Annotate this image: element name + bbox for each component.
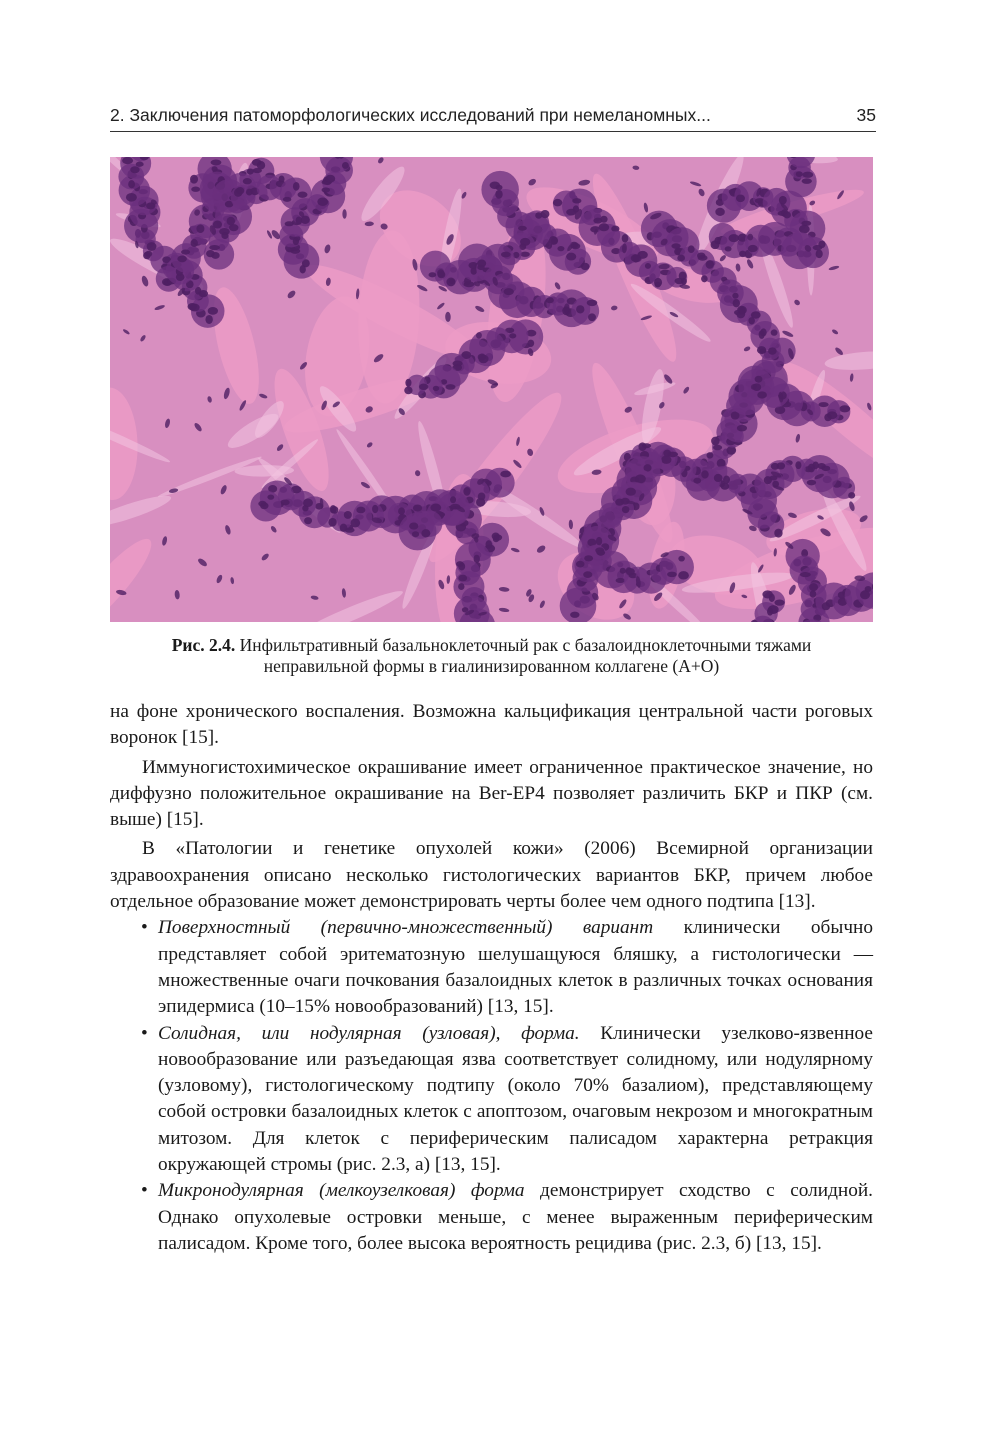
nucleus	[122, 157, 133, 164]
list-item	[110, 1021, 873, 1179]
nucleus	[328, 518, 336, 527]
paragraph-immunohistochemistry: Иммуногистохимическое окрашивание имеет ограниченное практическое значение, но диффузно положительное окрашивание на Ber-EP4 позволяет различить БКР и ПКР (см. выше) [15].	[110, 756, 873, 831]
nucleus	[356, 507, 365, 514]
nucleus	[566, 253, 576, 261]
nucleus	[713, 445, 722, 451]
nucleus	[147, 242, 157, 251]
nucleus	[678, 556, 685, 562]
nucleus	[865, 586, 872, 592]
nucleus	[398, 507, 405, 515]
nucleus	[283, 197, 292, 202]
nucleus	[493, 534, 502, 540]
nucleus	[190, 239, 197, 247]
nucleus	[596, 550, 605, 555]
nucleus	[177, 256, 187, 263]
nucleus	[774, 529, 782, 538]
nucleus	[631, 254, 641, 262]
nucleus	[477, 259, 486, 267]
nucleus	[688, 245, 695, 253]
list-item-text: Клинически узелково-язвенное новообразование или разъедающая язва соответствует солидному, или нодулярному (узловому), гистологическому подтипу (около 70% базалиом), представляющему собой островки базалоидных клеток с апоптозом, очаговым некрозом и многократным митозом. Для клеток с периферическим палисадом характерна ретракция окружающей стромы (рис. 2.3, а) [13, 15].	[158, 1022, 873, 1176]
nucleus	[128, 180, 135, 188]
list-item-text: клинически обычно представляет собой эритематозную шелушащуюся бляшку, а гистологически — множественные очаги почкования базалоидных клеток в различных точках основания эпидермиса (10–15% новообразований) [13, 15].	[158, 917, 873, 1018]
nucleus	[706, 260, 714, 269]
nucleus	[701, 275, 708, 282]
nucleus	[733, 299, 740, 307]
nucleus	[732, 293, 738, 299]
nucleus	[588, 313, 596, 321]
nucleus	[620, 568, 626, 574]
nucleus	[446, 278, 455, 287]
nucleus	[252, 159, 262, 166]
nucleus	[822, 466, 831, 471]
nucleus	[800, 572, 811, 577]
nucleus	[501, 252, 511, 258]
nucleus	[419, 384, 428, 390]
nucleus	[325, 175, 335, 183]
nucleus	[211, 159, 222, 165]
nucleus	[848, 492, 855, 498]
micrograph-image	[110, 157, 873, 622]
subtype-list	[110, 915, 873, 1257]
nucleus	[779, 196, 787, 205]
nucleus	[642, 443, 651, 448]
nucleus	[546, 297, 554, 303]
nucleus	[509, 333, 516, 338]
list-item	[110, 915, 873, 1020]
nucleus	[678, 571, 689, 579]
tumor-cord	[399, 513, 437, 551]
nucleus	[304, 517, 312, 524]
caption-line-2: неправильной формы в гиалинизированном коллагене (А+О)	[263, 656, 720, 676]
running-header-title: 2. Заключения патоморфологических исследований при немеланомных...	[110, 105, 711, 125]
nucleus	[279, 176, 285, 183]
nucleus	[626, 488, 636, 496]
nucleus	[767, 608, 773, 616]
nucleus	[762, 590, 772, 598]
nucleus	[668, 452, 678, 458]
nucleus	[809, 583, 818, 591]
nucleus	[768, 347, 777, 354]
nucleus	[807, 480, 816, 486]
nucleus	[296, 216, 303, 224]
nucleus	[209, 245, 220, 250]
nucleus	[715, 208, 725, 216]
nucleus	[253, 168, 262, 173]
nucleus	[729, 234, 740, 242]
nucleus	[520, 252, 530, 257]
nucleus	[405, 379, 411, 387]
nucleus	[463, 487, 470, 496]
nucleus	[698, 255, 708, 261]
nucleus	[583, 571, 592, 578]
page-number: 35	[856, 105, 876, 125]
nucleus	[711, 437, 720, 446]
list-item-term: Поверхностный (первично-множественный) вариант	[158, 917, 654, 939]
nucleus	[206, 250, 215, 257]
nucleus	[796, 171, 803, 177]
nucleus	[208, 307, 218, 315]
nucleus	[576, 305, 584, 313]
nucleus	[445, 384, 455, 390]
nucleus	[267, 494, 274, 499]
nucleus	[495, 190, 502, 199]
nucleus	[535, 212, 542, 219]
running-header	[110, 102, 876, 132]
tumor-cord	[798, 237, 829, 268]
nucleus	[300, 265, 306, 273]
nucleus	[221, 232, 228, 239]
nucleus	[701, 470, 708, 478]
bullet-icon: •	[141, 917, 148, 939]
nucleus	[795, 461, 801, 469]
nucleus	[331, 506, 339, 514]
bullet-icon: •	[141, 1022, 148, 1044]
nucleus	[764, 476, 772, 484]
nucleus	[196, 224, 204, 233]
nucleus	[810, 591, 817, 598]
nucleus	[429, 272, 437, 277]
nucleus	[464, 281, 475, 287]
nucleus	[246, 189, 253, 196]
nucleus	[136, 162, 144, 167]
nucleus	[654, 278, 662, 287]
nucleus	[751, 311, 761, 318]
nucleus	[188, 303, 197, 310]
list-item-text: демонстрирует сходство с солидной. Однако опухолевые островки меньше, с менее выраженным периферическим палисадом. Кроме того, более высока вероятность рецидива (рис. 2.3, б) [13, 15].	[158, 1180, 873, 1254]
nucleus	[706, 452, 713, 458]
nucleus	[593, 218, 602, 224]
nucleus	[783, 211, 791, 218]
bullet-icon: •	[141, 1180, 148, 1202]
nucleus	[541, 210, 550, 218]
nucleus	[234, 188, 242, 196]
nucleus	[181, 250, 190, 255]
nucleus	[191, 187, 200, 192]
nucleus	[667, 572, 677, 578]
nucleus	[824, 414, 831, 422]
nucleus	[227, 217, 235, 225]
nucleus	[802, 178, 812, 184]
nucleus	[344, 511, 352, 519]
paragraph-continuation: на фоне хронического воспаления. Возможна кальцификация центральной части роговых воронок [15].	[110, 701, 873, 749]
nucleus	[818, 241, 825, 248]
nucleus	[599, 223, 610, 231]
paragraph-who-classification: В «Патологии и генетике опухолей кожи» (2006) Всемирной организации здравоохранения описано несколько гистологических вариантов БКР, причем любое отдельное образование может демонстрировать черты более чем одного подтипа [13].	[110, 838, 873, 913]
nucleus	[298, 192, 308, 198]
nucleus	[760, 348, 767, 353]
nucleus	[430, 504, 441, 512]
nucleus	[317, 198, 328, 206]
nucleus	[500, 471, 511, 478]
nucleus	[839, 405, 850, 412]
nucleus	[205, 315, 212, 324]
nucleus	[258, 501, 266, 507]
nucleus	[553, 199, 562, 206]
nucleus	[340, 524, 348, 532]
nucleus	[755, 376, 763, 383]
nucleus	[737, 425, 747, 432]
nucleus	[760, 328, 766, 336]
nucleus	[671, 243, 680, 249]
nucleus	[458, 575, 467, 582]
nucleus	[645, 263, 651, 269]
body-text	[110, 699, 873, 1257]
list-item	[110, 1178, 873, 1257]
nucleus	[458, 583, 464, 590]
nucleus	[801, 221, 811, 226]
nucleus	[303, 498, 313, 507]
nucleus	[572, 198, 581, 203]
nucleus	[490, 182, 500, 189]
nucleus	[474, 555, 480, 563]
tumor-cord	[420, 251, 451, 282]
nucleus	[551, 237, 558, 245]
nucleus	[478, 354, 486, 361]
nucleus	[421, 529, 430, 537]
nucleus	[693, 478, 701, 484]
nucleus	[404, 387, 412, 395]
nucleus	[774, 599, 784, 605]
nucleus	[736, 195, 745, 203]
nucleus	[476, 498, 485, 507]
nucleus	[247, 168, 254, 174]
nucleus	[433, 386, 439, 391]
nucleus	[677, 255, 685, 262]
nucleus	[626, 568, 635, 575]
nucleus	[456, 561, 464, 567]
nucleus	[799, 225, 810, 234]
nucleus	[748, 245, 758, 252]
nucleus	[570, 612, 579, 618]
nucleus	[739, 251, 746, 257]
nucleus	[576, 561, 585, 568]
nucleus	[372, 505, 378, 513]
nucleus	[199, 290, 208, 297]
nucleus	[822, 602, 830, 610]
header-divider	[110, 131, 876, 132]
nucleus	[771, 329, 778, 335]
nucleus	[342, 162, 349, 169]
nucleus	[587, 300, 598, 306]
nucleus	[757, 391, 767, 398]
list-item-term: Микронодулярная (мелкоузелковая) форма	[158, 1180, 525, 1202]
nucleus	[681, 278, 687, 285]
nucleus	[714, 474, 723, 482]
nucleus	[322, 187, 330, 192]
nucleus	[818, 402, 828, 407]
nucleus	[661, 456, 671, 464]
nucleus	[596, 537, 602, 546]
nucleus	[518, 226, 527, 231]
nucleus	[450, 496, 456, 503]
nucleus	[350, 518, 360, 527]
nucleus	[725, 246, 732, 251]
figure-label: Рис. 2.4.	[171, 635, 236, 655]
list-item-term: Солидная, или нодулярная (узловая), форма.	[158, 1022, 580, 1044]
nucleus	[486, 540, 492, 549]
nucleus	[557, 246, 564, 251]
nucleus	[816, 249, 823, 258]
nucleus	[504, 288, 514, 295]
nucleus	[126, 193, 137, 202]
nucleus	[437, 269, 444, 277]
nucleus	[723, 476, 730, 484]
nucleus	[622, 506, 630, 513]
nucleus	[190, 175, 198, 184]
nucleus	[293, 182, 300, 191]
nucleus	[739, 307, 745, 315]
nucleus	[409, 522, 418, 529]
nucleus	[622, 234, 629, 242]
nucleus	[616, 578, 626, 583]
histology-micrograph	[110, 157, 873, 622]
nucleus	[130, 166, 139, 173]
nucleus	[776, 462, 785, 469]
caption-line-1: Инфильтративный базальноклеточный рак с базалоидноклеточными тяжами	[235, 635, 812, 655]
nucleus	[802, 172, 813, 178]
nucleus	[412, 531, 419, 537]
nucleus	[413, 504, 422, 511]
figure-caption	[110, 635, 873, 677]
nucleus	[143, 252, 151, 259]
nucleus	[584, 555, 593, 561]
